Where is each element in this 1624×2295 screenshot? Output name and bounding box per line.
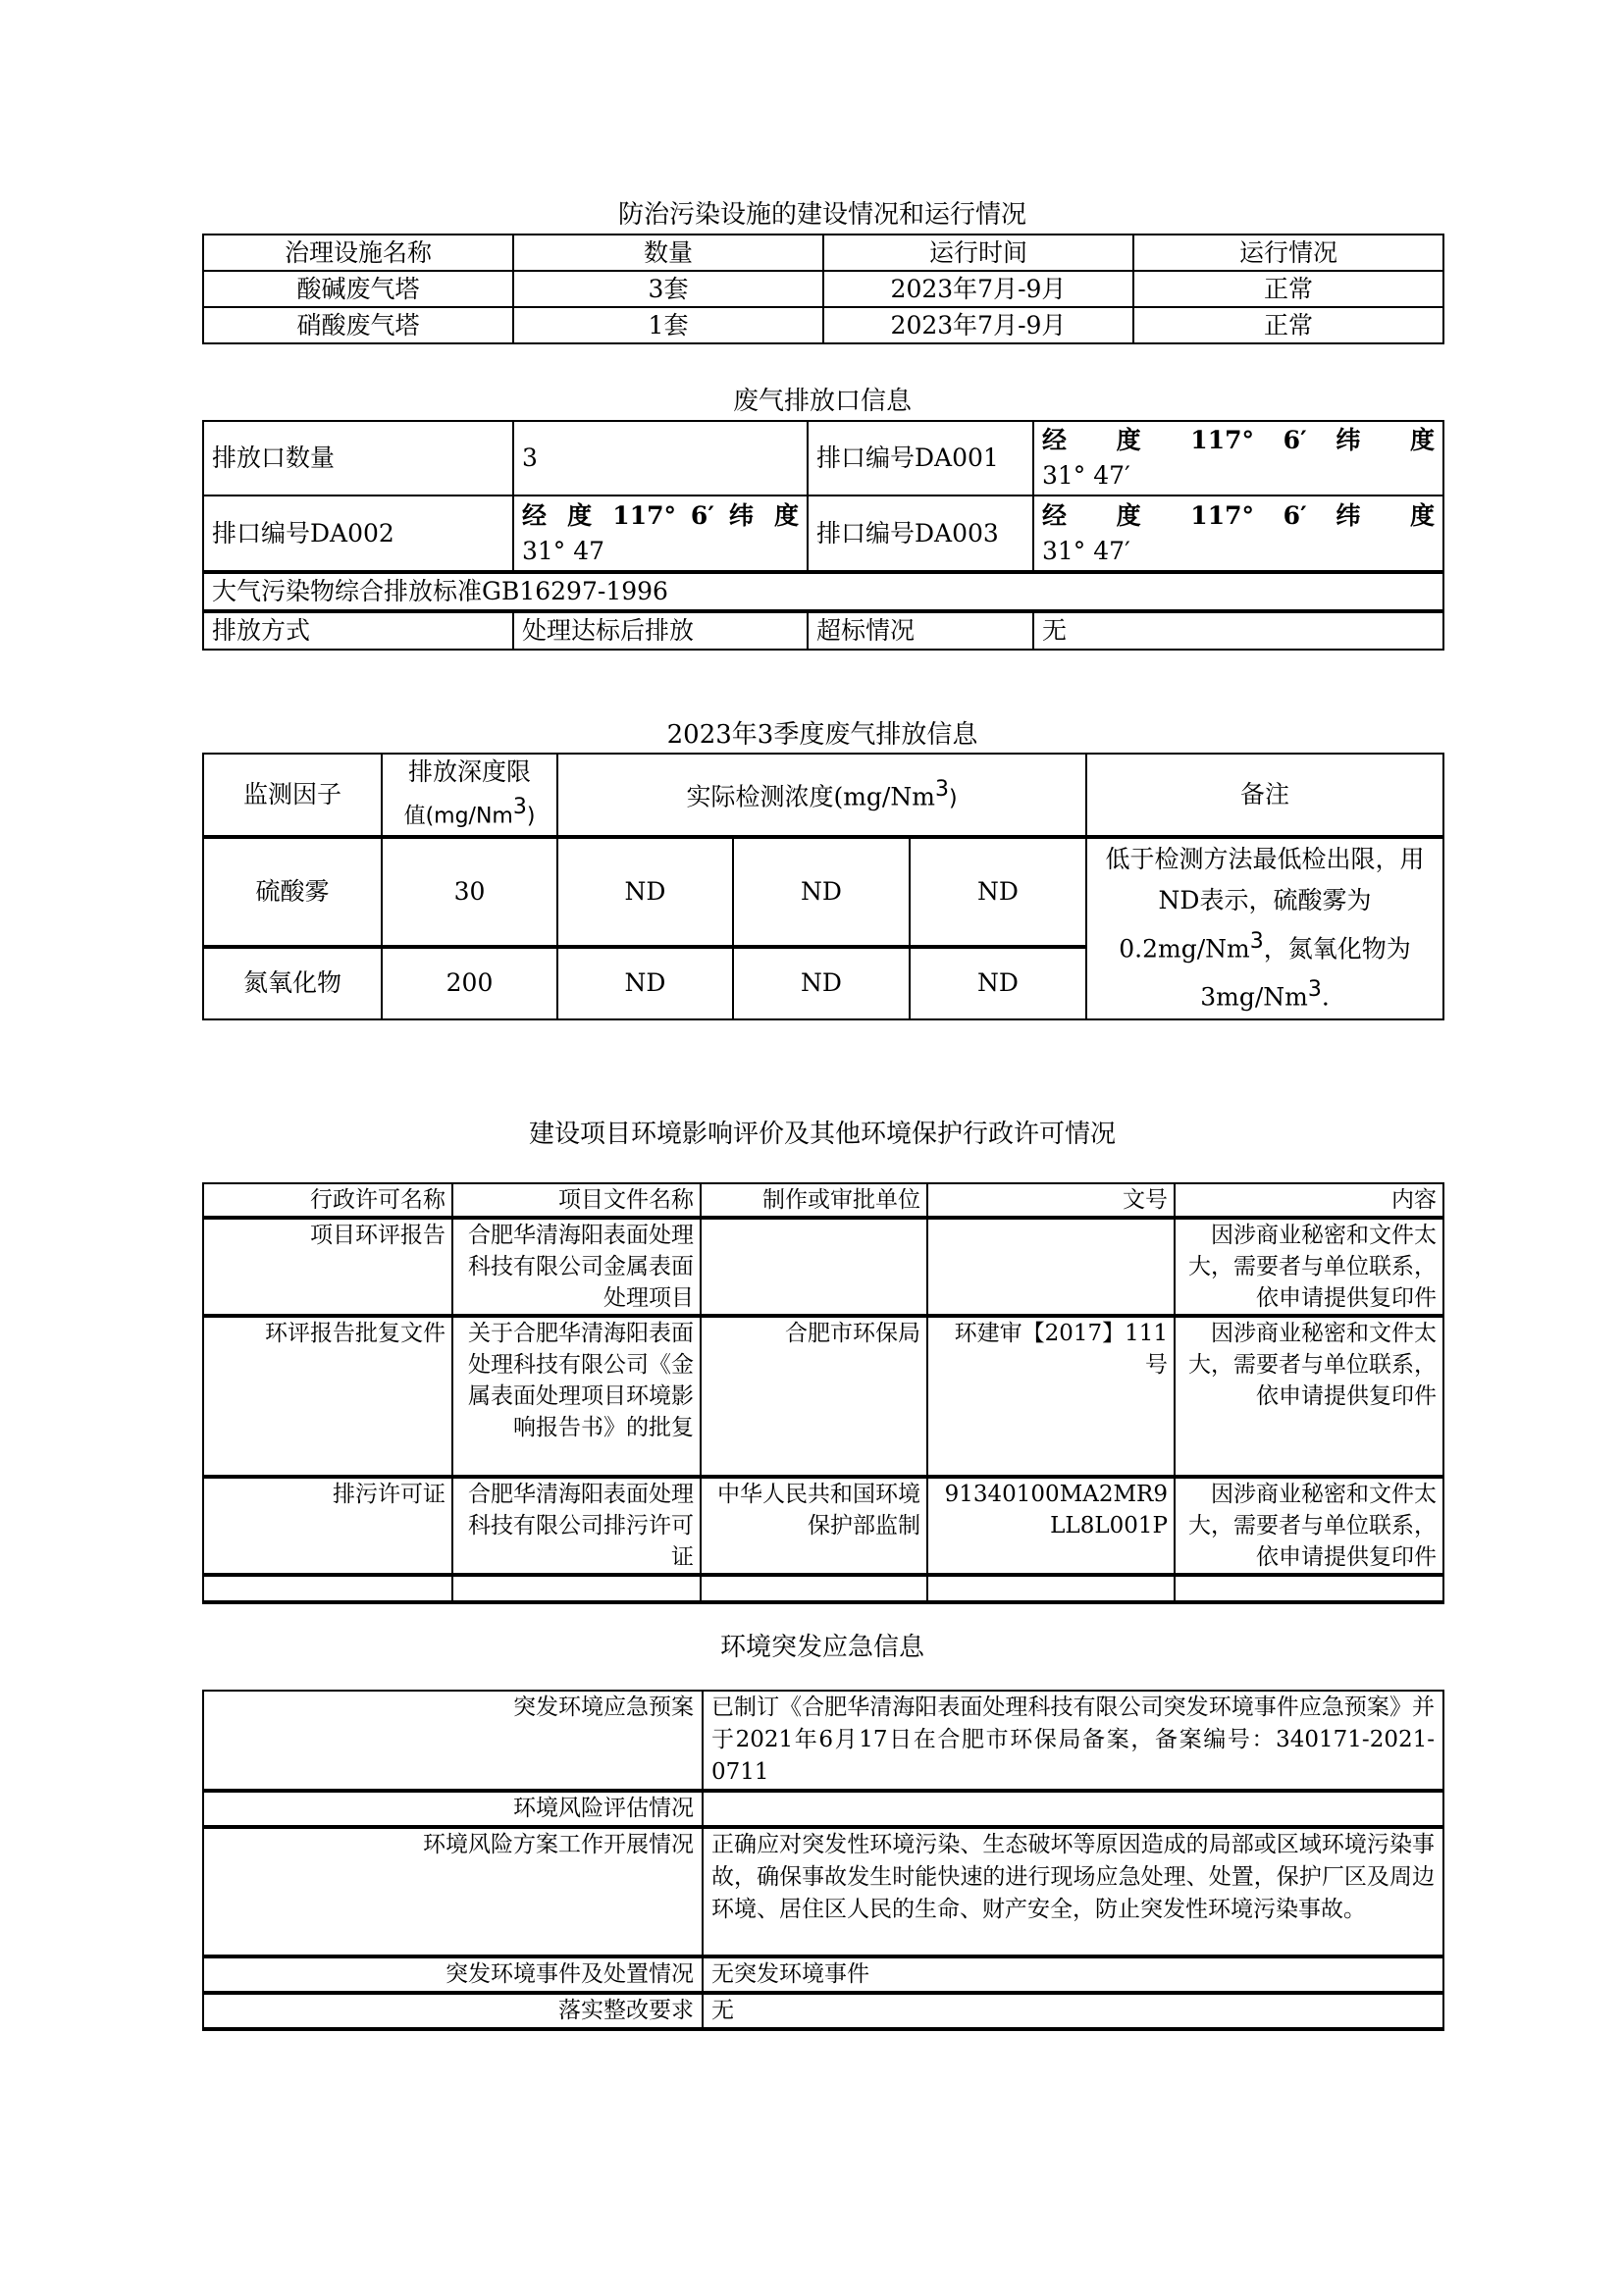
table-row [203,1575,1443,1602]
facility-status: 正常 [1133,307,1443,343]
emergency-label: 突发环境应急预案 [203,1691,703,1791]
table-row [203,1956,1443,1993]
table-row [203,1791,1443,1827]
header-note: 备注 [1086,754,1443,837]
permits-title: 建设项目环境影响评价及其他环境保护行政许可情况 [528,1120,1116,1149]
header-cell: 治理设施名称 [203,235,513,271]
outlet-da002-coords [513,496,808,572]
facility-name: 硝酸废气塔 [203,307,513,343]
header-cell: 行政许可名称 [203,1183,452,1218]
permit-number: 环建审【2017】111号 [927,1316,1175,1477]
permit-document: 关于合肥华清海阳表面处理科技有限公司《金属表面处理项目环境影响报告书》的批复 [452,1316,701,1477]
header-cell: 数量 [513,235,823,271]
facility-quantity: 1套 [513,307,823,343]
header-factor: 监测因子 [203,754,382,837]
unit-close: ) [948,786,958,811]
actual-value: ND [910,947,1086,1019]
coords-line1: 经 度 117° 6′ 纬 度 [1042,426,1435,454]
permit-authority [701,1218,927,1316]
table-row [203,1691,1443,1791]
actual-value: ND [557,837,733,947]
note-text: . [1321,982,1330,1012]
permits-table [202,1182,1444,1604]
facility-period: 2023年7月-9月 [823,307,1133,343]
method-label: 排放方式 [203,611,513,650]
header-actual [557,754,1086,837]
empty-cell [927,1575,1175,1602]
permit-name: 排污许可证 [203,1477,452,1575]
coords-line1: 经 度 117° 6′ 纬 度 [522,500,799,530]
permit-authority: 合肥市环保局 [701,1316,927,1477]
outlets-table [202,420,1444,651]
table-row [203,1827,1443,1956]
note-text: ，氮氧化物为3mg/Nm [1200,934,1411,1012]
emergency-label: 落实整改要求 [203,1993,703,2029]
facilities-table [202,234,1444,344]
table-row [203,496,1443,572]
outlet-da001-label: 排口编号DA001 [808,421,1033,496]
table-row [203,271,1443,307]
header-limit [382,754,557,837]
note-superscript: 3 [1249,929,1264,954]
table-row [203,1218,1443,1316]
table-header-row [203,1183,1443,1218]
outlet-da002-label: 排口编号DA002 [203,496,513,572]
table-row [203,421,1443,496]
empty-cell [701,1575,927,1602]
table-header-row [203,754,1443,837]
method-value: 处理达标后排放 [513,611,808,650]
emergency-label: 环境风险方案工作开展情况 [203,1827,703,1956]
factor-name: 氮氧化物 [203,947,382,1019]
header-cell: 运行时间 [823,235,1133,271]
actual-value: ND [557,947,733,1019]
facilities-title: 防治污染设施的建设情况和运行情况 [617,200,1026,230]
emergency-value: 无突发环境事件 [703,1956,1443,1993]
limit-value: 200 [382,947,557,1019]
permit-document: 合肥华清海阳表面处理科技有限公司金属表面处理项目 [452,1218,701,1316]
header-cell: 项目文件名称 [452,1183,701,1218]
coords-line2: 31° 47 [522,536,605,565]
table-row [203,307,1443,343]
facility-name: 酸碱废气塔 [203,271,513,307]
unit-text: 值(mg/Nm [403,804,513,829]
emergency-value: 无 [703,1993,1443,2029]
outlet-da003-coords [1033,496,1443,572]
header-actual-text: 实际检测浓度(mg/Nm [686,782,935,811]
table-row [203,611,1443,650]
outlet-count-value: 3 [513,421,808,496]
emergency-value: 正确应对突发性环境污染、生态破坏等原因造成的局部或区域环境污染事故，确保事故发生时能快速的进行现场应急处理、处置，保护厂区及周边环境、居住区人民的生命、财产安全，防止突发性环境污染事故。 [703,1827,1443,1956]
permit-document: 合肥华清海阳表面处理科技有限公司排污许可证 [452,1477,701,1575]
emergency-label: 突发环境事件及处置情况 [203,1956,703,1993]
emissions-note [1086,837,1443,1019]
table-row [203,1477,1443,1575]
outlet-da001-coords [1033,421,1443,496]
exceed-value: 无 [1033,611,1443,650]
coords-line1: 经 度 117° 6′ 纬 度 [1042,500,1435,530]
permit-content: 因涉商业秘密和文件太大，需要者与单位联系，依申请提供复印件 [1175,1218,1443,1316]
permit-number [927,1218,1175,1316]
facility-period: 2023年7月-9月 [823,271,1133,307]
outlet-da003-label: 排口编号DA003 [808,496,1033,572]
outlets-title: 废气排放口信息 [732,387,912,416]
table-header-row [203,235,1443,271]
permit-authority: 中华人民共和国环境保护部监制 [701,1477,927,1575]
limit-value: 30 [382,837,557,947]
unit-close: ) [526,804,536,829]
permit-name: 环评报告批复文件 [203,1316,452,1477]
empty-cell [203,1575,452,1602]
table-row [203,572,1443,611]
actual-value: ND [733,947,910,1019]
emergency-title: 环境突发应急信息 [719,1633,924,1662]
emissions-title: 2023年3季度废气排放信息 [666,720,978,750]
emission-standard: 大气污染物综合排放标准GB16297-1996 [203,572,1443,611]
table-row [203,1316,1443,1477]
table-row [203,1993,1443,2029]
facility-quantity: 3套 [513,271,823,307]
unit-superscript: 3 [512,795,527,820]
header-cell: 文号 [927,1183,1175,1218]
emergency-value [703,1791,1443,1827]
facility-status: 正常 [1133,271,1443,307]
permit-content: 因涉商业秘密和文件太大，需要者与单位联系，依申请提供复印件 [1175,1316,1443,1477]
header-cell: 运行情况 [1133,235,1443,271]
actual-value: ND [910,837,1086,947]
header-limit-line2 [391,790,549,834]
empty-cell [1175,1575,1443,1602]
header-cell: 制作或审批单位 [701,1183,927,1218]
emergency-label: 环境风险评估情况 [203,1791,703,1827]
emissions-table [202,753,1444,1020]
emergency-table [202,1690,1444,2031]
header-limit-line1: 排放深度限 [407,757,531,787]
permit-number: 91340100MA2MR9LL8L001P [927,1477,1175,1575]
table-row [203,837,1443,947]
factor-name: 硫酸雾 [203,837,382,947]
note-text: 低于检测方法最低检出限，用ND表示，硫酸雾为0.2mg/Nm [1105,845,1425,964]
empty-cell [452,1575,701,1602]
coords-line2: 31° 47′ [1042,536,1130,565]
emergency-value: 已制订《合肥华清海阳表面处理科技有限公司突发环境事件应急预案》并于2021年6月17日在合肥市环保局备案，备案编号：340171-2021-0711 [703,1691,1443,1791]
actual-value: ND [733,837,910,947]
exceed-label: 超标情况 [808,611,1033,650]
permit-content: 因涉商业秘密和文件太大，需要者与单位联系，依申请提供复印件 [1175,1477,1443,1575]
header-cell: 内容 [1175,1183,1443,1218]
permit-name: 项目环评报告 [203,1218,452,1316]
note-superscript: 3 [1307,977,1322,1003]
unit-superscript: 3 [934,777,949,803]
outlet-count-label: 排放口数量 [203,421,513,496]
coords-line2: 31° 47′ [1042,461,1130,490]
